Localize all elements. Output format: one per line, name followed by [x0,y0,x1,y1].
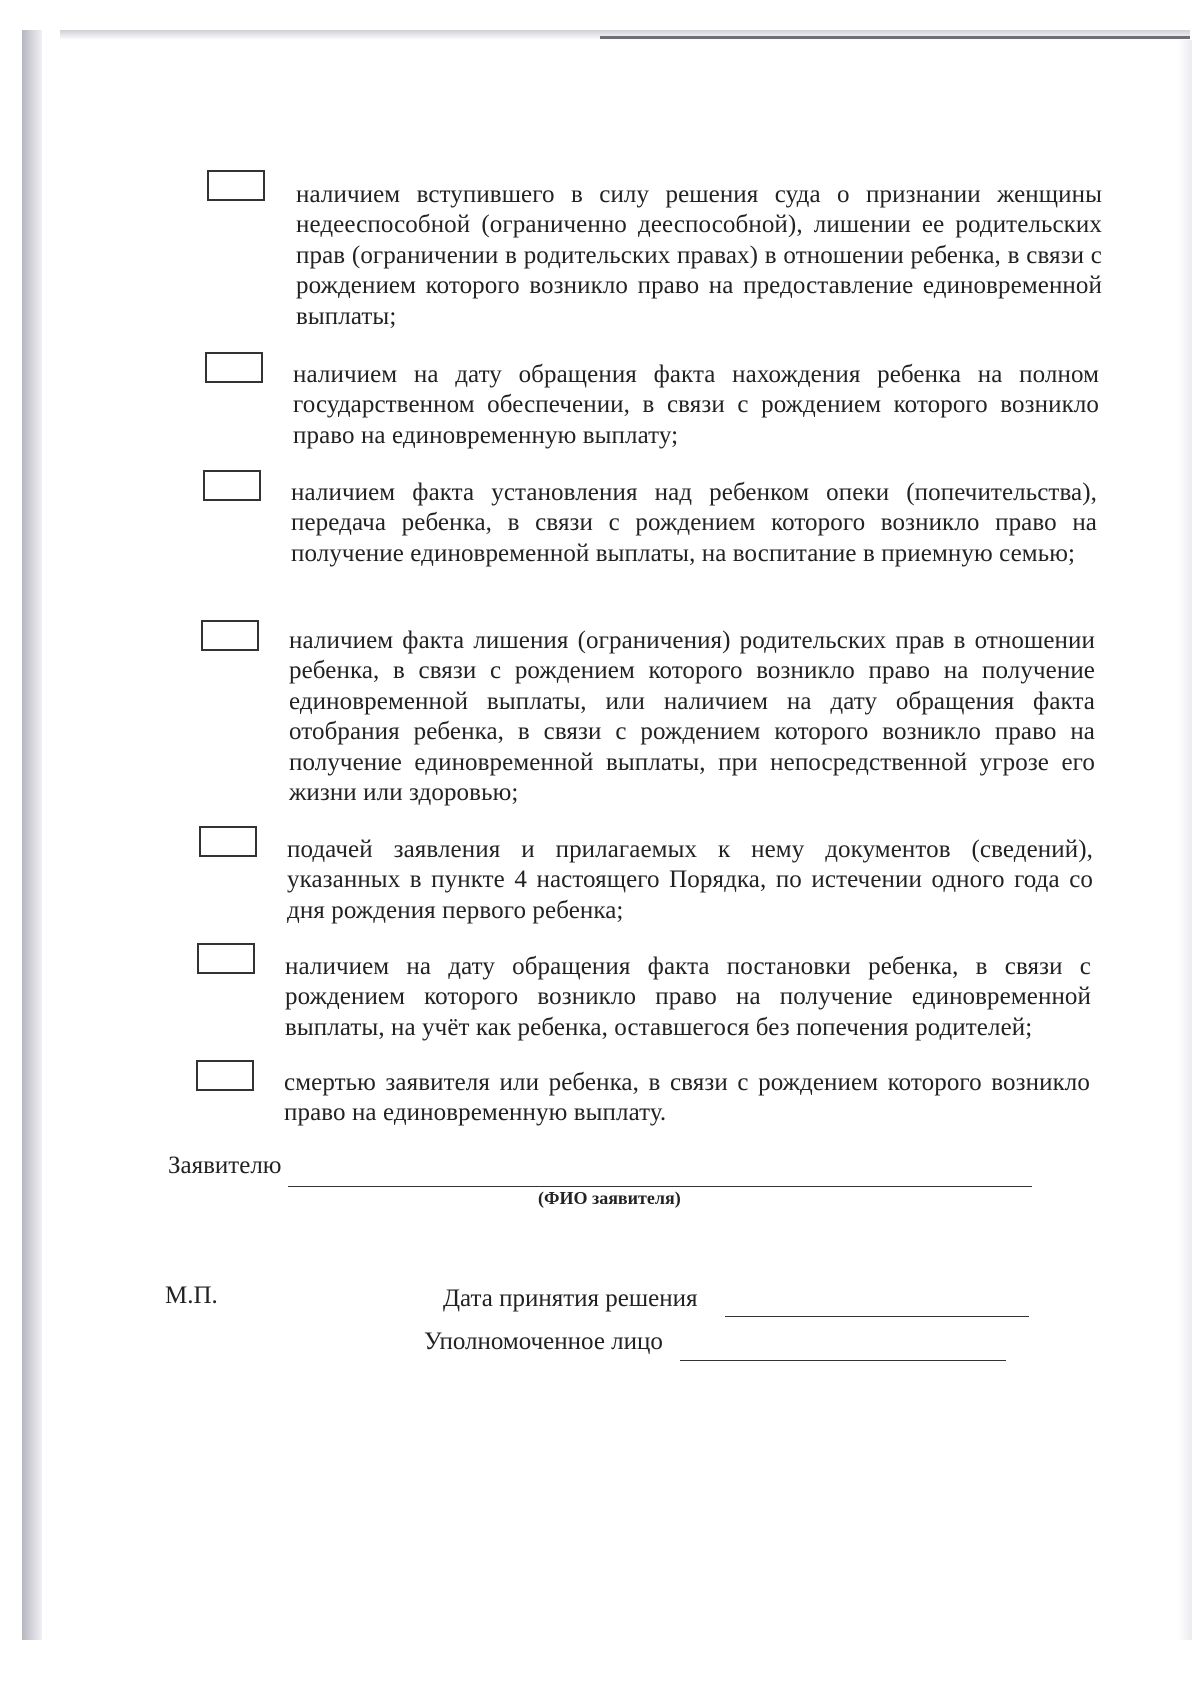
decision-date-line[interactable] [725,1316,1029,1317]
option-checkbox[interactable] [207,170,265,201]
option-text: наличием вступившего в силу решения суда о признании женщины недееспособной (ограниченно дееспособной), лишении ее родительских прав (ограничении в родительских правах) в отношении ребенка, в связи с рождением которого возникло право на предоставление единовременной выплаты; [296,181,1102,330]
option-text: наличием факта лишения (ограничения) родительских прав в отношении ребенка, в связи с рождением которого возникло право на получение единовременной выплаты, или наличием на дату обращения факта отобрания ребенка, в связи с рождением которого возникло право на получение единовременной выплаты, при непосредственной угрозе его жизни или здоровью; [289,627,1095,807]
scan-shadow-left [22,30,42,1640]
option-text: наличием на дату обращения факта нахождения ребенка на полном государственном обеспечении, в связи с рождением которого возникло право на единовременную выплату; [293,361,1099,449]
authorized-person-line[interactable] [680,1360,1006,1361]
option-text: наличием на дату обращения факта постановки ребенка, в связи с рождением которого возникло право на получение единовременной выплаты, на учёт как ребенка, оставшегося без попечения родителей; [285,953,1091,1041]
applicant-label: Заявителю [168,1152,282,1179]
scan-shadow-right [1178,40,1192,1640]
authorized-person-label: Уполномоченное лицо [424,1328,663,1355]
option-checkbox[interactable] [203,470,261,501]
option-checkbox[interactable] [196,1060,254,1091]
option-checkbox[interactable] [197,943,255,974]
option-text: подачей заявления и прилагаемых к нему документов (сведений), указанных в пункте 4 настоящего Порядка, по истечении одного года со дня рождения первого ребенка; [287,836,1093,924]
option-checkbox[interactable] [199,826,257,857]
stamp-label: М.П. [165,1282,218,1309]
option-text: смертью заявителя или ребенка, в связи с рождением которого возникло право на единовременную выплату. [284,1069,1090,1127]
option-checkbox[interactable] [205,352,263,383]
applicant-name-caption: (ФИО заявителя) [538,1188,681,1208]
option-text: наличием факта установления над ребенком опеки (попечительства), передача ребенка, в связи с рождением которого возникло право на получение единовременной выплаты, на воспитание в приемную семью; [291,479,1097,567]
option-checkbox[interactable] [201,620,259,651]
applicant-name-line[interactable] [288,1186,1032,1187]
scan-edge-line [600,36,1190,39]
decision-date-label: Дата принятия решения [443,1285,698,1312]
